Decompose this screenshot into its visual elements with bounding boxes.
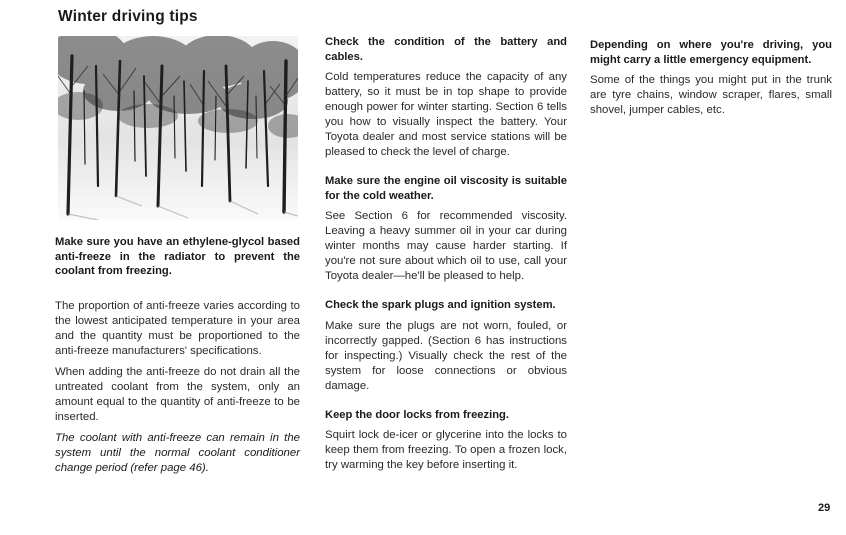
emergency-equipment-paragraph: Some of the things you might put in the trunk are tyre chains, window scraper, flares, small shovel, jumper cables, etc. xyxy=(590,74,832,116)
winter-forest-photo xyxy=(58,36,298,220)
antifreeze-adding-paragraph: When adding the anti-freeze do not drain all the untreated coolant from the system, only an amount equal to the quantity of anti-freeze to be inserted. xyxy=(55,365,300,423)
column-left xyxy=(55,235,300,476)
antifreeze-proportion-paragraph: The proportion of anti-freeze varies according to the lowest anticipated temperature in your area and the quantity must be proportioned to the anti-freeze manufacturers' specifications. xyxy=(55,299,300,357)
door-locks-heading: Keep the door locks from freezing. xyxy=(325,408,510,421)
page-title: Winter driving tips xyxy=(58,8,198,25)
door-locks-paragraph: Squirt lock de-icer or glycerine into the locks to keep them from freezing. To open a frozen lock, try warming the key before inserting it. xyxy=(325,429,567,471)
oil-heading: Make sure the engine oil viscosity is suitable for the cold weather. xyxy=(325,175,567,202)
column-middle xyxy=(325,35,567,473)
page-number: 29 xyxy=(818,502,831,514)
battery-paragraph: Cold temperatures reduce the capacity of any battery, so it must be in top shape to provide enough power for winter starting. Section 6 tells you how to visually inspect the battery. Your Toyota dealer and most service stations will be pleased to check the level of charge. xyxy=(325,71,567,158)
antifreeze-heading: Make sure you have an ethylene-glycol based anti-freeze in the radiator to prevent the coolant from freezing. xyxy=(55,236,300,277)
spark-plugs-heading: Check the spark plugs and ignition system. xyxy=(325,299,556,311)
emergency-equipment-heading: Depending on where you're driving, you might carry a little emergency equipment. xyxy=(590,39,832,66)
oil-paragraph: See Section 6 for recommended viscosity. Leaving a heavy summer oil in your car during winter months may cause harder starting. If you're not sure about which oil to use, call your Toyota dealer—he'll be pleased to help. xyxy=(325,210,567,282)
antifreeze-note: The coolant with anti-freeze can remain in the system until the normal coolant conditioner change period (refer page 46). xyxy=(55,431,300,474)
battery-heading: Check the condition of the battery and cables. xyxy=(325,36,567,63)
column-right xyxy=(590,38,832,118)
spark-plugs-paragraph: Make sure the plugs are not worn, fouled, or incorrectly gapped. (Section 6 has instructions for inspecting.) Visually check the rest of the system for loose connections or obvious damage. xyxy=(325,319,567,392)
